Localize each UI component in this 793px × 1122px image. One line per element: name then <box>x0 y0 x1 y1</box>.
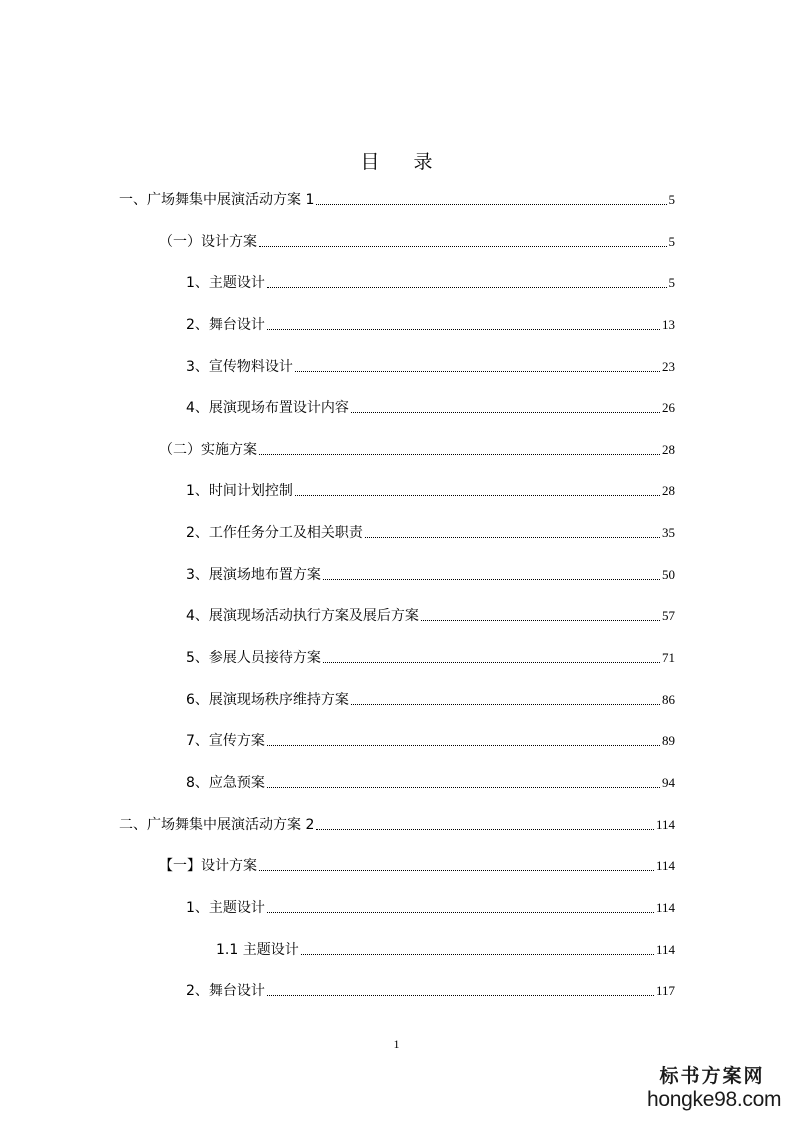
toc-entry-label: 一、广场舞集中展演活动方案 1 <box>119 192 315 208</box>
toc-entry-page: 5 <box>668 192 675 207</box>
toc-entry[interactable] <box>0 940 793 982</box>
toc-entry[interactable] <box>0 440 793 482</box>
toc-entry-label: （一）设计方案 <box>159 233 257 250</box>
toc-entry[interactable] <box>0 232 793 274</box>
toc-entry-label: 2、舞台设计 <box>186 983 265 1000</box>
toc-entry-page: 5 <box>668 233 675 249</box>
toc-leader-dots <box>267 898 654 913</box>
toc-entry[interactable] <box>0 606 793 648</box>
toc-leader-dots <box>267 315 660 330</box>
toc-entry-page: 114 <box>655 899 675 915</box>
toc-leader-dots <box>267 731 660 746</box>
toc-leader-dots <box>316 815 654 830</box>
toc-entry-page: 57 <box>662 608 675 624</box>
toc-entry-page: 71 <box>662 650 675 666</box>
toc-leader-dots <box>267 273 667 288</box>
toc-leader-dots <box>421 606 660 621</box>
toc-entry-page: 5 <box>668 275 675 291</box>
toc-entry-label: 二、广场舞集中展演活动方案 2 <box>119 816 315 833</box>
toc-leader-dots <box>316 190 666 205</box>
toc-entry[interactable] <box>0 815 793 857</box>
toc-entry-page: 13 <box>662 316 675 332</box>
toc-entry-label: 4、展演现场活动执行方案及展后方案 <box>186 608 419 625</box>
toc-entry[interactable] <box>0 523 793 565</box>
toc-entry-page: 26 <box>662 400 675 416</box>
toc-leader-dots <box>259 440 660 455</box>
toc-entry[interactable] <box>0 856 793 898</box>
toc-entry[interactable] <box>0 981 793 1023</box>
toc-entry-label: 4、展演现场布置设计内容 <box>186 400 349 417</box>
watermark-logo <box>647 1064 782 1112</box>
toc-entry-label: 1.1 主题设计 <box>216 941 299 958</box>
toc-entry-page: 86 <box>662 691 675 707</box>
toc-entry-page: 50 <box>662 566 675 582</box>
toc-entry-page: 35 <box>662 525 675 541</box>
toc-leader-dots <box>267 773 660 788</box>
toc-entry-label: 5、参展人员接待方案 <box>186 650 321 667</box>
toc-entry[interactable] <box>0 773 793 815</box>
toc-leader-dots <box>301 940 654 955</box>
toc-entry-label: 3、宣传物料设计 <box>186 358 293 375</box>
toc-leader-dots <box>323 565 660 580</box>
toc-entry-label: 6、展演现场秩序维持方案 <box>186 691 349 708</box>
toc-leader-dots <box>365 523 660 538</box>
toc-entry[interactable] <box>0 481 793 523</box>
watermark-url: hongke98.com <box>647 1088 782 1111</box>
toc-leader-dots <box>267 981 654 996</box>
toc-leader-dots <box>259 232 667 247</box>
toc-entry-label: 8、应急预案 <box>186 774 265 791</box>
toc-entry-label: 3、展演场地布置方案 <box>186 566 321 583</box>
toc-leader-dots <box>259 856 654 871</box>
toc-leader-dots <box>295 481 660 496</box>
toc-entry[interactable] <box>0 690 793 732</box>
toc-entry[interactable] <box>0 565 793 607</box>
toc-entry-page: 23 <box>662 358 675 374</box>
toc-title: 目 录 <box>360 151 447 173</box>
toc-entry-page: 89 <box>662 733 675 749</box>
page-number: 1 <box>393 1037 400 1051</box>
toc-leader-dots <box>351 398 660 413</box>
toc-entry-page: 94 <box>662 774 675 790</box>
toc-leader-dots <box>323 648 660 663</box>
toc-leader-dots <box>295 357 660 372</box>
toc-entry-label: 7、宣传方案 <box>186 733 265 750</box>
toc-entry[interactable] <box>0 898 793 940</box>
toc-entry-page: 28 <box>662 441 675 457</box>
toc-entry[interactable] <box>0 398 793 440</box>
toc-list <box>0 190 793 1023</box>
toc-entry-label: 2、工作任务分工及相关职责 <box>186 525 363 542</box>
toc-entry-label: 1、时间计划控制 <box>186 483 293 500</box>
toc-entry[interactable] <box>0 190 793 232</box>
toc-entry[interactable] <box>0 315 793 357</box>
toc-entry[interactable] <box>0 357 793 399</box>
toc-leader-dots <box>351 690 660 705</box>
toc-entry-page: 117 <box>655 983 675 999</box>
toc-entry-label: 1、主题设计 <box>186 275 265 292</box>
toc-entry-label: 1、主题设计 <box>186 899 265 916</box>
toc-entry[interactable] <box>0 273 793 315</box>
watermark-name: 标书方案网 <box>659 1065 765 1087</box>
toc-entry-page: 114 <box>655 816 675 832</box>
toc-entry-page: 28 <box>662 483 675 499</box>
toc-entry-label: （二）实施方案 <box>159 441 257 458</box>
toc-entry[interactable] <box>0 731 793 773</box>
toc-entry-label: 2、舞台设计 <box>186 316 265 333</box>
toc-entry-label: 【一】设计方案 <box>159 858 257 875</box>
toc-entry-page: 114 <box>655 941 675 957</box>
toc-entry[interactable] <box>0 648 793 690</box>
toc-entry-page: 114 <box>655 858 675 874</box>
